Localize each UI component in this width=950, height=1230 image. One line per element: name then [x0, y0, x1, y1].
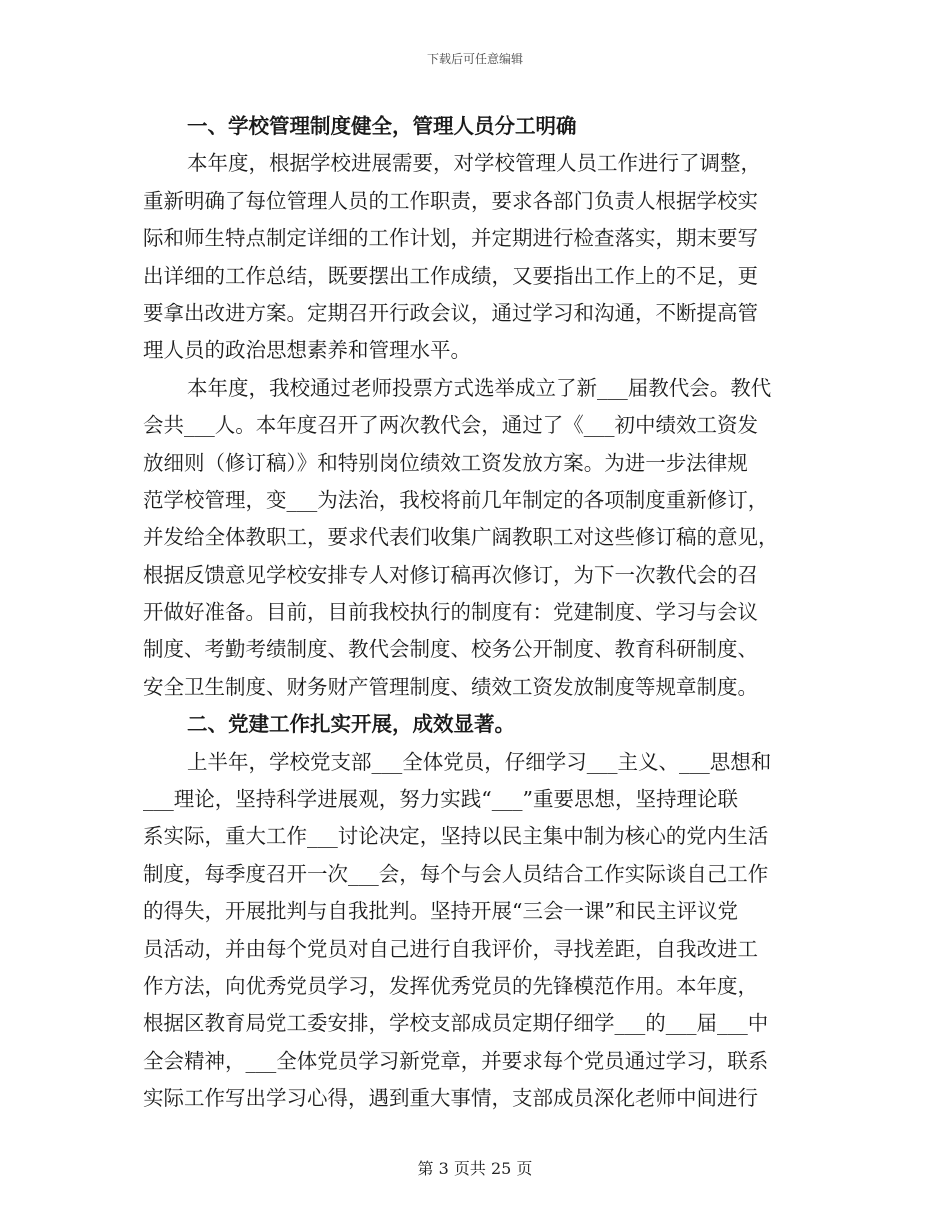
paragraph-line: 上半年，学校党支部___全体党员，仔细学习___主义、___思想和	[187, 749, 772, 774]
paragraph-line: 要拿出改进方案。定期召开行政会议，通过学习和沟通，不断提高管	[143, 300, 758, 325]
paragraph-line: 全会精神，___全体党员学习新党章，并要求每个党员通过学习，联系	[143, 1048, 769, 1073]
paragraph-line: 并发给全体教职工，要求代表们收集广阔教职工对这些修订稿的意见，	[143, 525, 779, 550]
document-body	[143, 108, 828, 1118]
paragraph-line: 安全卫生制度、财务财产管理制度、绩效工资发放制度等规章制度。	[143, 674, 758, 699]
paragraph-line: 根据反馈意见学校安排专人对修订稿再次修订，为下一次教代会的召	[143, 562, 758, 587]
paragraph-line: 本年度，根据学校进展需要，对学校管理人员工作进行了调整，	[187, 151, 761, 176]
paragraph-line: 范学校管理，变___为法治，我校将前几年制定的各项制度重新修订，	[143, 487, 769, 512]
paragraph-line: 际和师生特点制定详细的工作计划，并定期进行检查落实，期末要写	[143, 226, 758, 251]
paragraph-line: 本年度，我校通过老师投票方式选举成立了新___届教代会。教代	[187, 375, 772, 400]
section-heading-1: 一、学校管理制度健全，管理人员分工明确	[187, 114, 577, 138]
paragraph-line: 开做好准备。目前，目前我校执行的制度有：党建制度、学习与会议	[143, 600, 758, 625]
paragraph-line: 制度，每季度召开一次___会，每个与会人员结合工作实际谈自己工作	[143, 861, 769, 886]
paragraph-line: 理人员的政治思想素养和管理水平。	[143, 338, 471, 363]
paragraph-line: 出详细的工作总结，既要摆出工作成绩，又要指出工作上的不足，更	[143, 263, 758, 288]
paragraph-line: 放细则（修订稿）》和特别岗位绩效工资发放方案。为进一步法律规	[143, 450, 748, 475]
paragraph-line: 重新明确了每位管理人员的工作职责，要求各部门负责人根据学校实	[143, 188, 758, 213]
paragraph-line: 实际工作写出学习心得，遇到重大事情，支部成员深化老师中间进行	[143, 1086, 758, 1111]
paragraph-line: 根据区教育局党工委安排，学校支部成员定期仔细学___的___届___中	[143, 1011, 769, 1036]
paragraph-line: 作方法，向优秀党员学习，发挥优秀党员的先锋模范作用。本年度，	[143, 973, 758, 998]
paragraph-line: 员活动，并由每个党员对自己进行自我评价，寻找差距，自我改进工	[143, 936, 758, 961]
paragraph-line: ___理论，坚持科学进展观，努力实践“___”重要思想，坚持理论联	[143, 787, 738, 812]
section-heading-2: 二、党建工作扎实开展，成效显著。	[187, 712, 515, 737]
paragraph-line: 的得失，开展批判与自我批判。坚持开展“三会一课”和民主评议党	[143, 899, 738, 924]
paragraph-line: 会共___人。本年度召开了两次教代会，通过了《___初中绩效工资发	[143, 413, 758, 438]
page-header: 下载后可任意编辑	[426, 52, 523, 66]
paragraph-line: 制度、考勤考绩制度、教代会制度、校务公开制度、教育科研制度、	[143, 637, 758, 662]
page-footer: 第 3 页共 25 页	[417, 1159, 533, 1178]
paragraph-line: 系实际，重大工作___讨论决定，坚持以民主集中制为核心的党内生活	[143, 824, 769, 849]
